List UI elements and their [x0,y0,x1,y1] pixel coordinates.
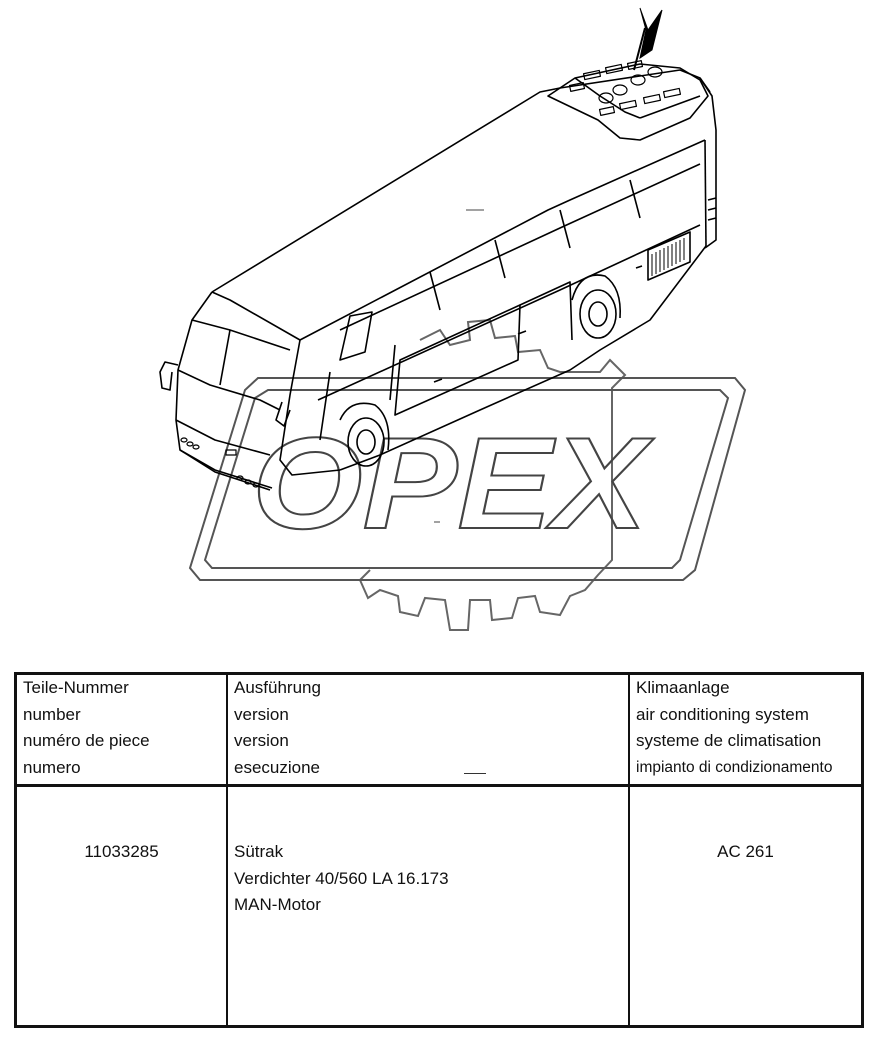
header-version-de: Ausführung [234,678,321,697]
opex-letters-watermark [252,410,655,556]
header-version [228,675,630,787]
header-part-number-en: number [23,704,81,724]
header-system-it: impianto di condizionamento [636,758,833,776]
version-line-3: MAN-Motor [234,895,321,914]
header-version-en: version [234,704,289,724]
parts-table [14,672,864,1028]
header-version-it: esecuzione [234,757,321,777]
part-number-value: 11033285 [84,842,159,861]
header-part-number-de: Teile-Nummer [23,678,129,697]
table-row-system [630,787,861,1025]
header-version-fr: version [234,731,289,750]
header-part-number [17,675,228,787]
version-line-2: Verdichter 40/560 LA 16.173 [234,868,449,888]
header-system [630,675,861,787]
svg-text:OPEX: OPEX [252,410,655,556]
header-part-number-fr: numéro de piece [23,731,150,750]
version-line-1: Sütrak [234,842,284,861]
header-system-de: Klimaanlage [636,678,730,697]
system-value: AC 261 [717,842,774,861]
table-row-part-number [17,787,228,1025]
header-part-number-it: numero [23,757,81,777]
table-row-version [228,787,630,1025]
header-system-en: air conditioning system [636,704,809,724]
header-system-fr: systeme de climatisation [636,731,822,750]
